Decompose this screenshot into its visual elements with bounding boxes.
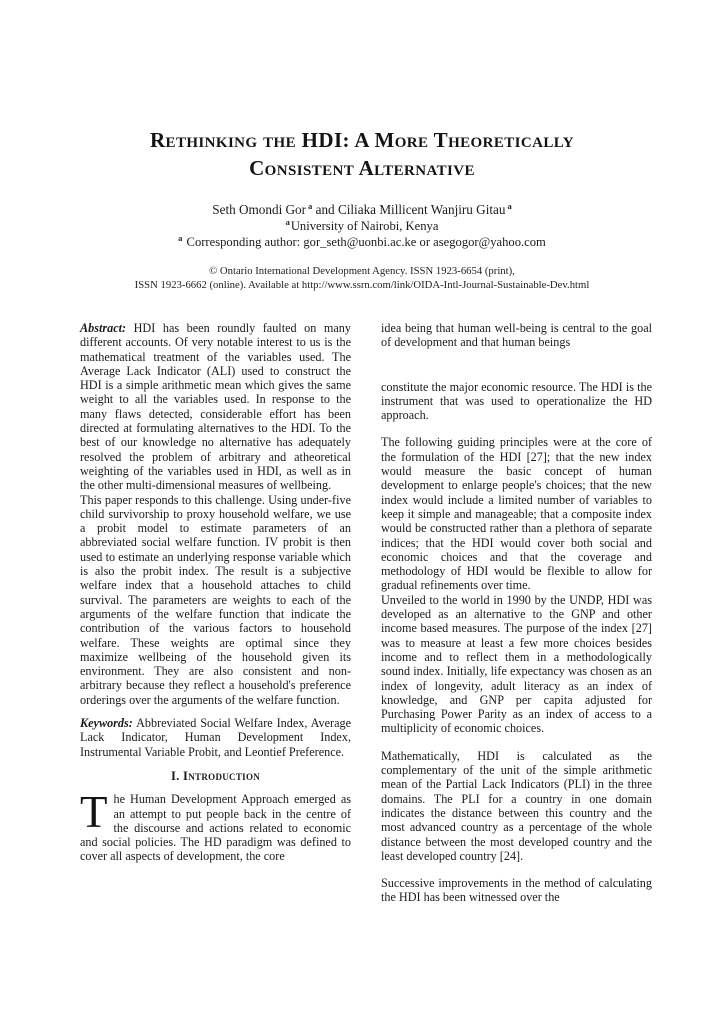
affiliation-line [0, 216, 724, 234]
abstract-paragraph-2: This paper responds to this challenge. Using under-five child survivorship to proxy household welfare, we use a probit model to estimate parameters of an abbreviated social welfare function. IV probit is then used to estimate an underlying response variable which is also the probit index. The result is a subjective welfare index that a household attaches to child survival. The parameters are weights to each of the arguments of the welfare function that indicate the contribution of the various factors to household welfare. These weights are optimal since they maximize wellbeing of the household given its environment. They are also consistent and non-arbitrary because they reflect a household's preference orderings over the arguments of the welfare function. [80, 492, 351, 707]
author-2-affiliation-mark: a [507, 200, 512, 211]
body-paragraph: Mathematically, HDI is calculated as the complementary of the unit of the simple arithmetic mean of the Partial Lack Indicators (PLI) in the three domains. The PLI for a country in one domain indicates the distance between this country and the most advanced country as a percentage of the whole distance between the most developed country and the least developed country [24]. [381, 748, 652, 863]
author-connector: and [312, 202, 338, 217]
body-paragraph: Unveiled to the world in 1990 by the UNDP, HDI was developed as an alternative to the GNP and other income based measures. The purpose of the index [27] was to measure at least a few more choices besides income and to reflect them in a methodologically sound index. Initially, life expectancy was chosen as an index of longevity, adult literacy as an index of knowledge, and GNP per capita adjusted for Purchasing Power Parity as an index of access to a multiplicity of economic choices. [381, 592, 652, 736]
abstract-label: Abstract: [80, 321, 127, 335]
abstract-paragraph [80, 321, 351, 493]
two-column-body [0, 321, 724, 905]
body-paragraph: Successive improvements in the method of calculating the HDI has been witnessed over the [381, 876, 652, 905]
author-line [0, 202, 724, 218]
affiliation-text: University of Nairobi, Kenya [290, 219, 439, 233]
paper-title [0, 126, 724, 182]
copyright-line1: © Ontario International Development Agency. ISSN 1923-6654 (print), [209, 265, 515, 277]
author-1-affiliation-mark: a [308, 200, 313, 211]
abstract-text: HDI has been roundly faulted on many different accounts. Of very notable interest to us is the mathematical treatment of the variables used. The Average Lack Indicator (ALI) used to construct the HDI is a simple arithmetic mean which gives the same weight to all the variables used. In response to the many flaws detected, considerable effort has been directed at formulating alternatives to the HDI. To the best of our knowledge no alternative has adequately resolved the problem of arbitrary and atheoretical weighting of the variables used in HDI, as well as in the other multi-dimensional measures of wellbeing. [80, 321, 351, 493]
right-column [381, 321, 652, 905]
corresponding-mark: a [178, 232, 183, 243]
introduction-text: he Human Development Approach emerged as an attempt to put people back in the centre of the discourse and actions related to economic and social policies. The HD paradigm was defined to cover all aspects of development, the core [80, 792, 351, 864]
front-matter [0, 0, 724, 292]
drop-cap: T [80, 787, 108, 838]
paper-title-line2: Consistent Alternative [249, 156, 475, 180]
author-name-2: Ciliaka Millicent Wanjiru Gitau [337, 202, 506, 217]
copyright-block [0, 265, 724, 292]
introduction-paragraph [80, 787, 351, 864]
body-paragraph: constitute the major economic resource. The HDI is the instrument that was used to operationalize the HD approach. [381, 379, 652, 423]
affiliation-mark: a [285, 216, 290, 227]
keywords-text: Abbreviated Social Welfare Index, Average Lack Indicator, Human Development Index, Instrumental Variable Probit, and Leontief Preference. [80, 716, 352, 759]
keywords-label: Keywords: [80, 716, 133, 731]
left-column [80, 321, 351, 905]
paper-title-line1: Rethinking the HDI: A More Theoretically [149, 128, 575, 152]
corresponding-text: Corresponding author: gor_seth@uonbi.ac.ke or asegogor@yahoo.com [183, 235, 546, 249]
corresponding-author-line [0, 232, 724, 250]
body-paragraph: idea being that human well-being is central to the goal of development and that human beings [381, 321, 652, 350]
author-name-1: Seth Omondi Gor [212, 202, 307, 217]
body-paragraph: The following guiding principles were at the core of the formulation of the HDI [27]; that the new index would measure the basic concept of human development to enlarge people's choices; that the new index would include a limited number of variables to keep it simple and manageable; that a composite index would be constructed rather than a plethora of separate indices; that the HDI would cover both social and economic choices and that the coverage and methodology of HDI would be flexible to allow for gradual refinements over time. [381, 435, 652, 593]
section-heading-introduction: I. Introduction [170, 768, 261, 783]
copyright-line2: ISSN 1923-6662 (online). Available at http://www.ssrn.com/link/OIDA-Intl-Journal-Sustainable-Dev.html [134, 278, 590, 291]
keywords-paragraph [80, 716, 351, 759]
